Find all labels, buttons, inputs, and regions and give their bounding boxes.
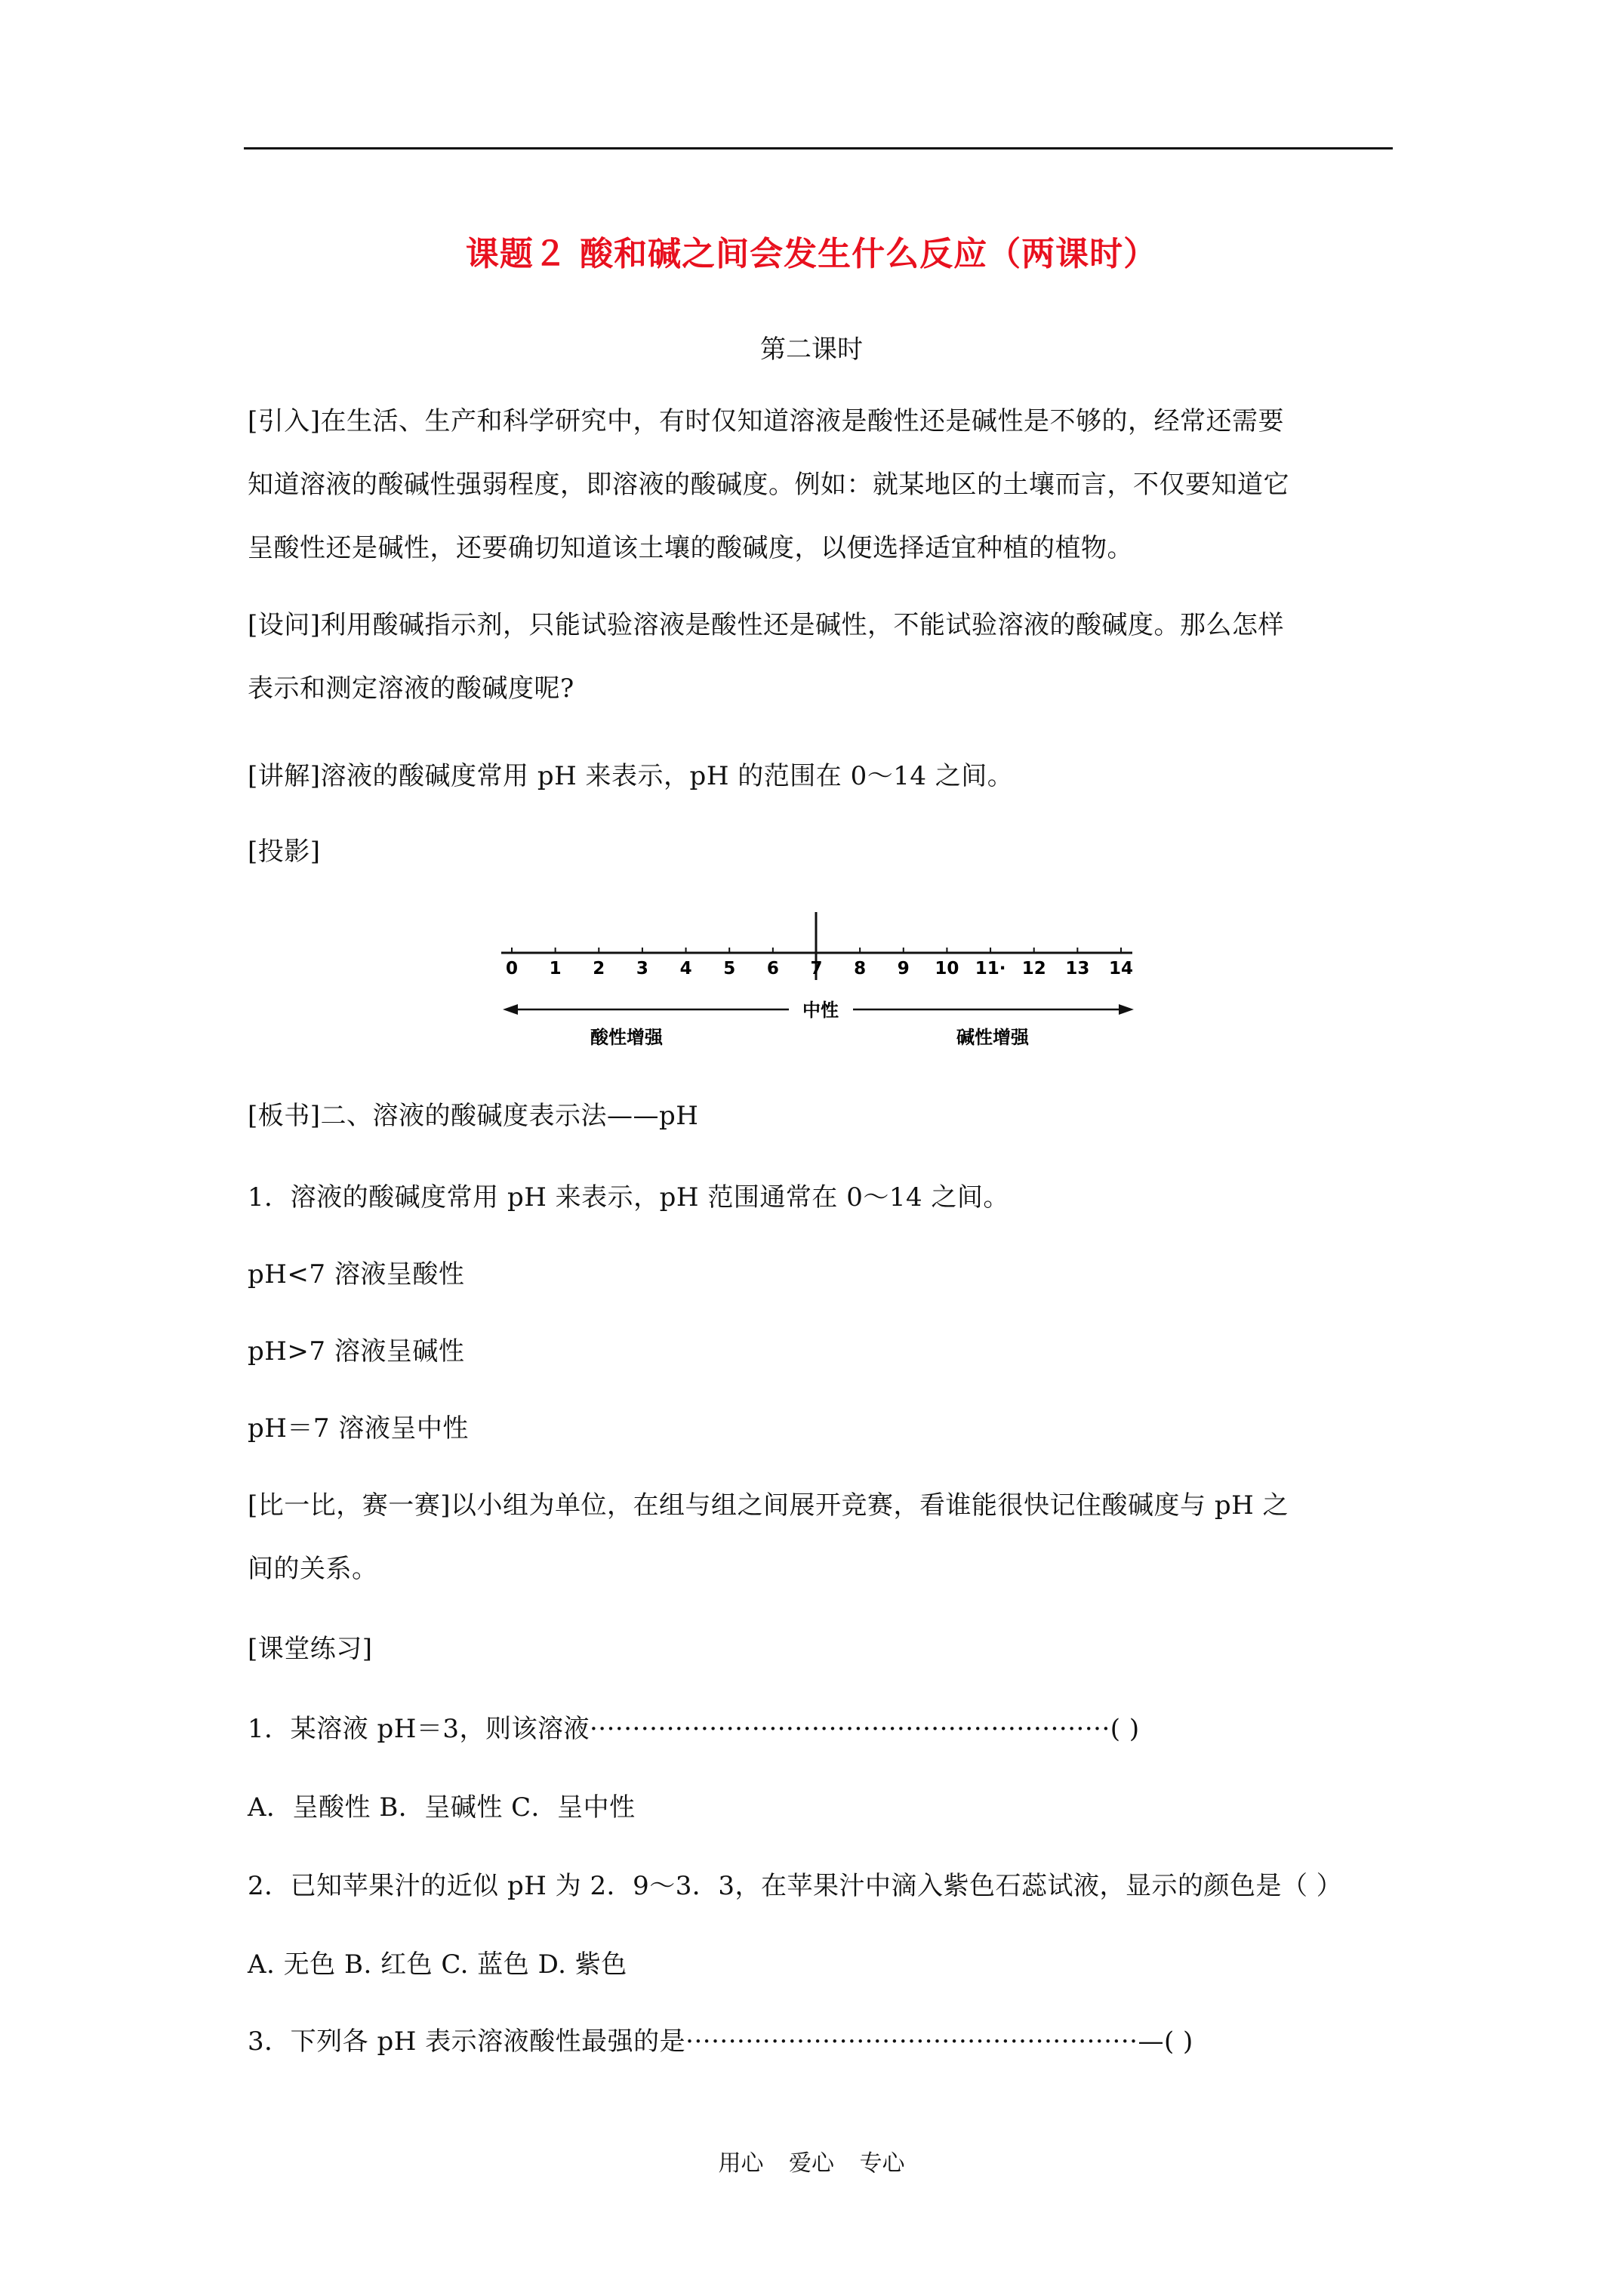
scale-tick-label: 8 — [854, 959, 867, 978]
paragraph-line: pH>7 溶液呈碱性 — [248, 1336, 465, 1367]
scale-tick-label: 12 — [1021, 959, 1046, 978]
scale-tick-label: 6 — [766, 959, 779, 978]
paragraph-line: [比一比，赛一赛]以小组为单位，在组与组之间展开竞赛，看谁能很快记住酸碱度与 pH 之 — [248, 1490, 1289, 1521]
paragraph-line: pH<7 溶液呈酸性 — [248, 1259, 465, 1290]
paragraph-line: [板书]二、溶液的酸碱度表示法——pH — [248, 1101, 699, 1131]
page-title: 课题２ 酸和碱之间会发生什么反应（两课时） — [465, 235, 1158, 273]
answer-options: A．呈酸性 B．呈碱性 C．呈中性 — [248, 1792, 636, 1823]
answer-options: A. 无色 B. 红色 C. 蓝色 D. 紫色 — [248, 1949, 627, 1980]
scale-tick-label: 0 — [505, 959, 519, 978]
paragraph-line: 表示和测定溶液的酸碱度呢? — [248, 673, 574, 704]
paragraph-line: [投影] — [248, 837, 321, 867]
scale-tick-label: 14 — [1108, 959, 1134, 978]
paragraph-line: 间的关系。 — [248, 1554, 378, 1584]
scale-tick-label: 5 — [723, 959, 736, 978]
scale-tick-label: 4 — [679, 959, 692, 978]
paragraph-line: [课堂练习] — [248, 1634, 373, 1664]
question-line: 3．下列各 pH 表示溶液酸性最强的是·····················································—( ) — [248, 2026, 1193, 2057]
paragraph-line: [设问]利用酸碱指示剂，只能试验溶液是酸性还是碱性，不能试验溶液的酸碱度。那么怎样 — [248, 610, 1285, 640]
page-footer: 用心 爱心 专心 — [718, 2150, 905, 2177]
header-rule — [244, 147, 1393, 149]
base-label: 碱性增强 — [956, 1027, 1029, 1048]
question-line: 2．已知苹果汁的近似 pH 为 2．9～3．3，在苹果汁中滴入紫色石蕊试液，显示的颜色是（ ） — [248, 1871, 1343, 1901]
scale-tick-label: 10 — [935, 959, 959, 978]
acid-label: 酸性增强 — [590, 1027, 663, 1048]
ph-scale-figure — [491, 906, 1155, 1057]
scale-tick-label: 9 — [897, 959, 910, 978]
paragraph-line: 知道溶液的酸碱性强弱程度，即溶液的酸碱度。例如：就某地区的土壤而言，不仅要知道它 — [248, 470, 1289, 500]
scale-tick-label: 11· — [975, 959, 1006, 978]
scale-tick-label: 13 — [1065, 959, 1090, 978]
neutral-label: 中性 — [802, 1000, 839, 1021]
paragraph-line: pH＝7 溶液呈中性 — [248, 1413, 469, 1444]
question-line: 1．某溶液 pH＝3，则该溶液·····························································( ) — [248, 1714, 1140, 1744]
paragraph-line: 1．溶液的酸碱度常用 pH 来表示，pH 范围通常在 0～14 之间。 — [248, 1182, 1009, 1213]
base-arrowhead — [1119, 1004, 1134, 1015]
page-subtitle: 第二课时 — [760, 334, 863, 365]
paragraph-line: [讲解]溶液的酸碱度常用 pH 来表示，pH 的范围在 0～14 之间。 — [248, 761, 1014, 791]
scale-tick-label: 2 — [593, 959, 605, 978]
acid-arrowhead — [503, 1004, 518, 1015]
scale-tick-label: 3 — [636, 959, 648, 978]
scale-tick-label: 7 — [810, 959, 823, 978]
ph-scale-svg — [491, 906, 1155, 1057]
scale-tick-label: 1 — [549, 959, 562, 978]
paragraph-line: 呈酸性还是碱性，还要确切知道该土壤的酸碱度，以便选择适宜种植的植物。 — [248, 533, 1133, 563]
paragraph-line: [引入]在生活、生产和科学研究中，有时仅知道溶液是酸性还是碱性是不够的，经常还需要 — [248, 406, 1285, 436]
